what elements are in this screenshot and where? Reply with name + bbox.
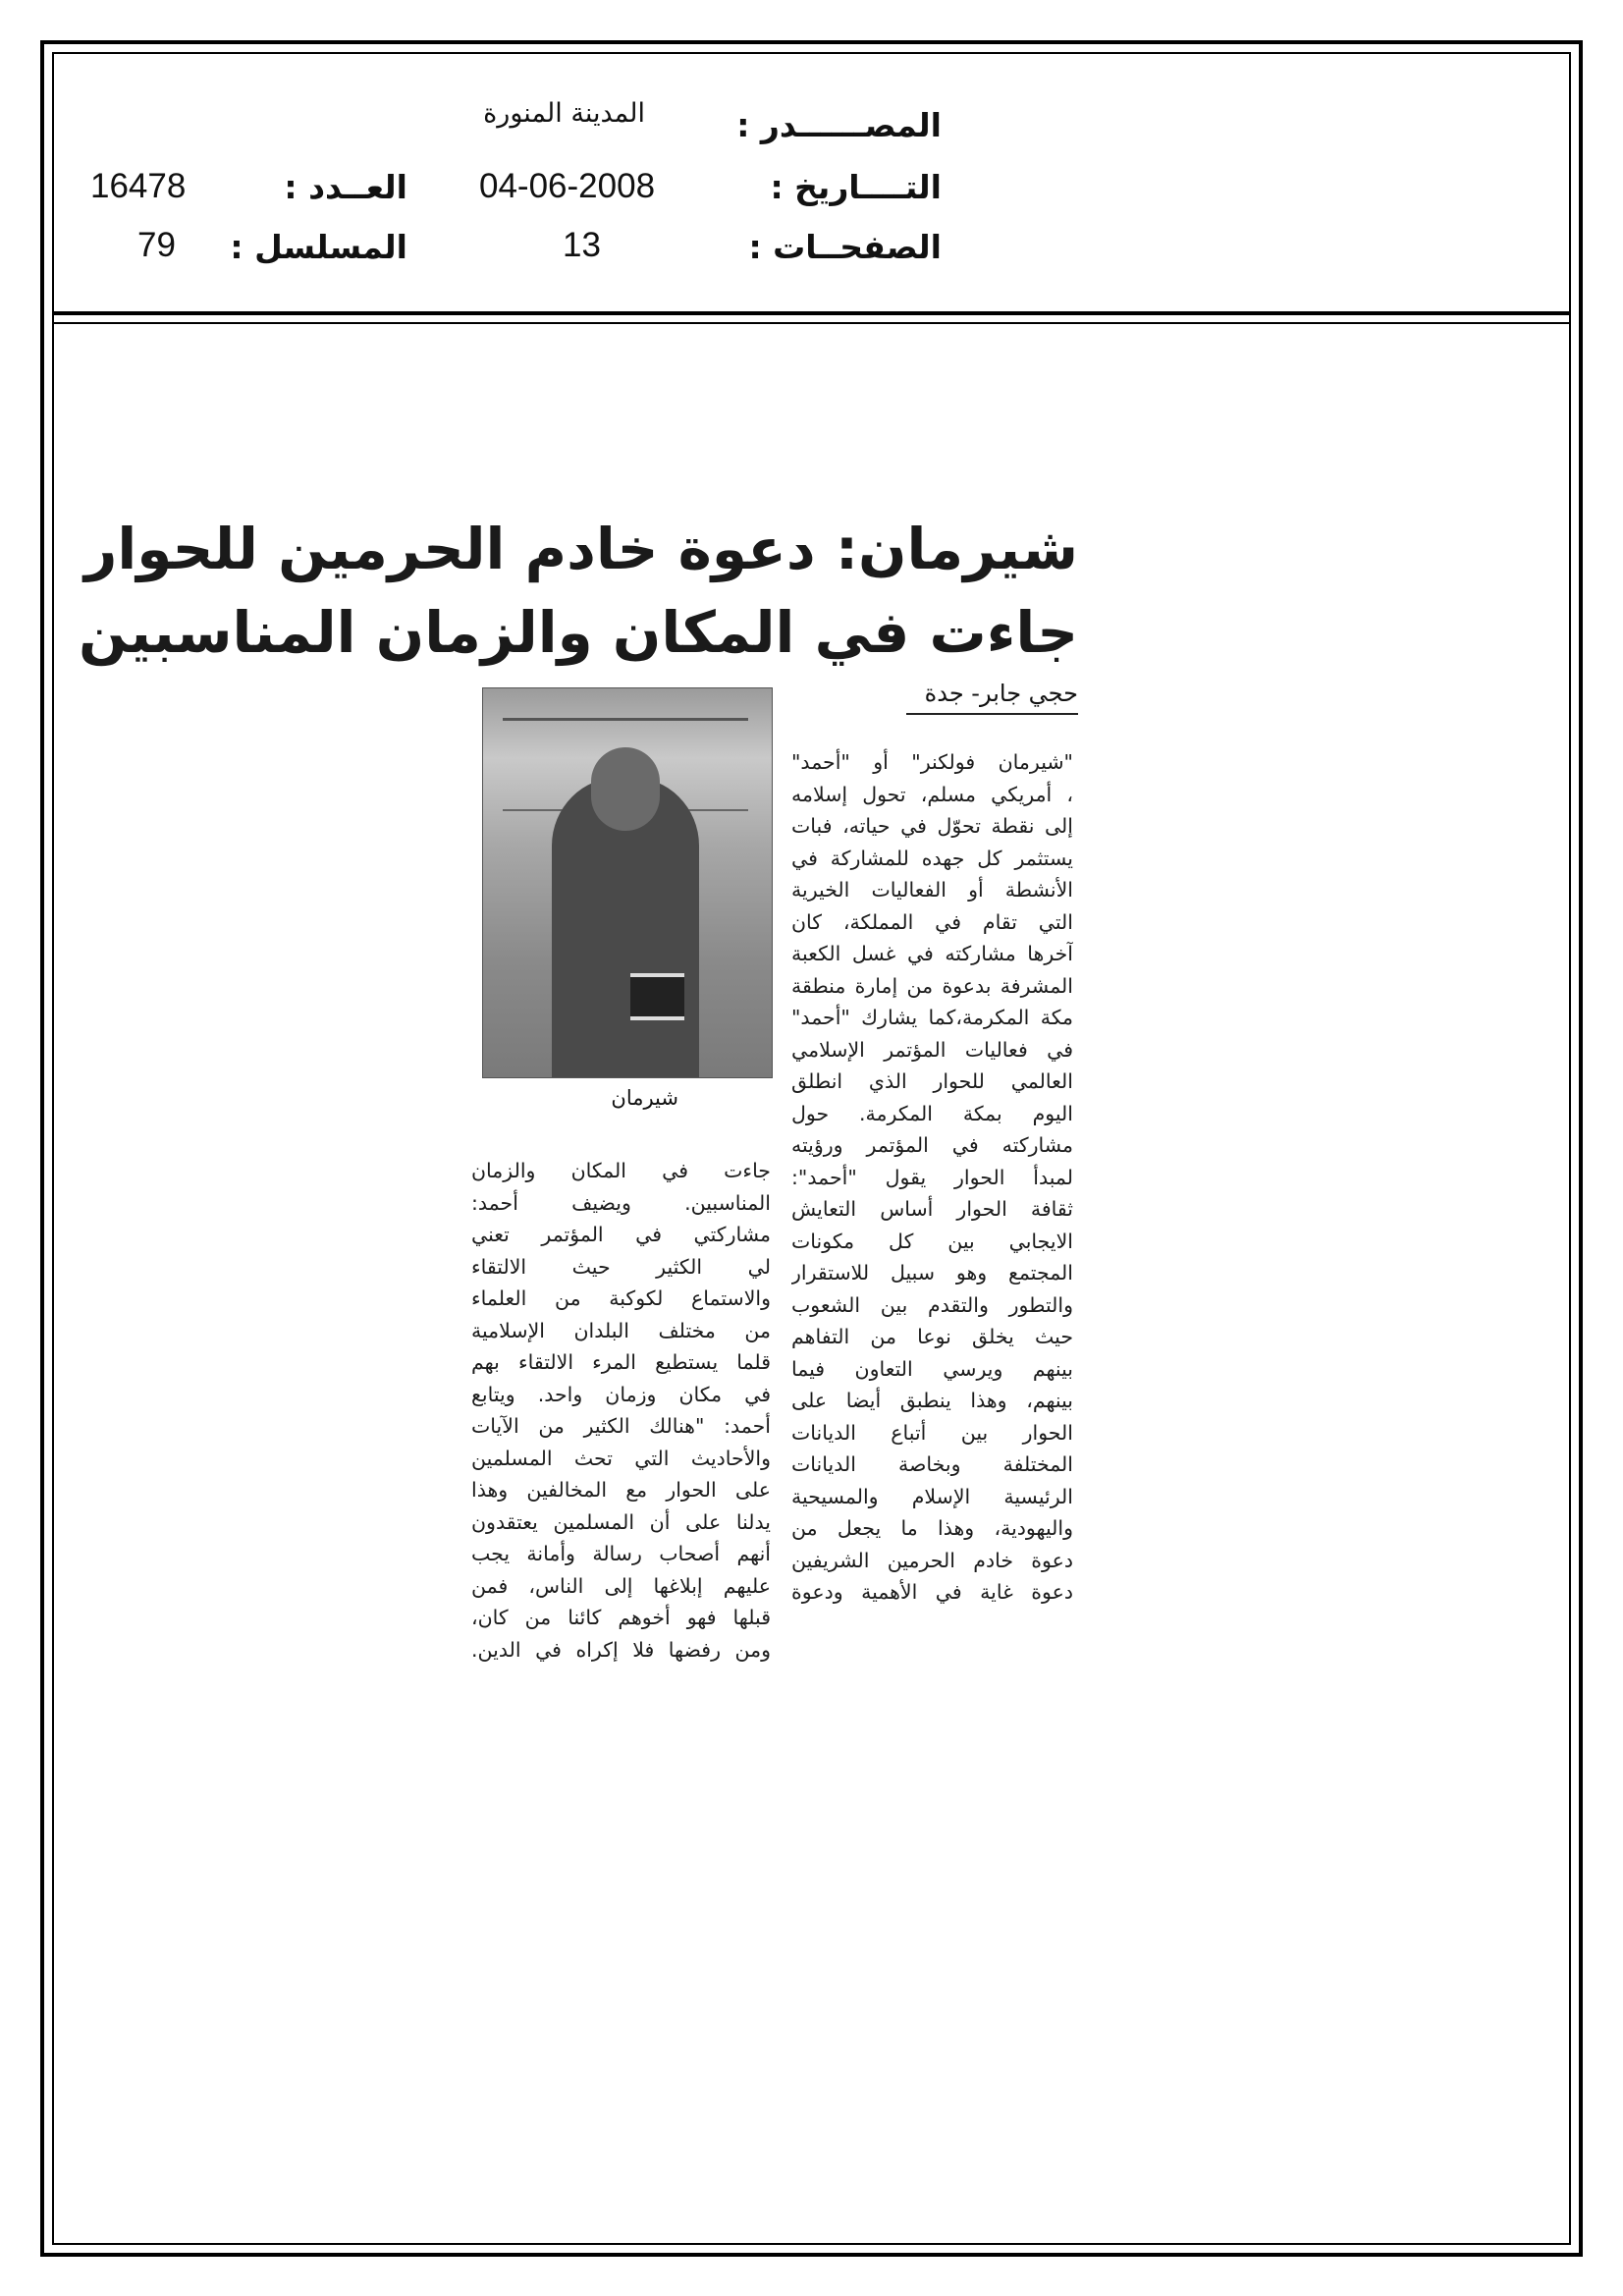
article-left-column bbox=[471, 1155, 771, 1666]
pages-value: 13 bbox=[563, 226, 601, 264]
date-value: 04-06-2008 bbox=[479, 167, 656, 205]
article-text-line: بينهم، وهذا ينطبق أيضا على bbox=[791, 1389, 1073, 1412]
photo-person-head bbox=[591, 747, 660, 831]
article-text-line: مكة المكرمة،كما يشارك "أحمد" bbox=[791, 1006, 1073, 1029]
article-text-line: المجتمع وهو سبيل للاستقرار bbox=[791, 1261, 1073, 1285]
article-text-line: المشرفة بدعوة من إمارة منطقة bbox=[791, 973, 1073, 998]
article-text-line: قلما يستطيع المرء الالتقاء بهم bbox=[471, 1350, 771, 1374]
article-text-line: بينهم ويرسي التعاون فيما bbox=[791, 1356, 1073, 1381]
article-text-line: مشاركته في المؤتمر ورؤيته bbox=[791, 1133, 1073, 1157]
article-text-line: العالمي للحوار الذي انطلق bbox=[791, 1069, 1073, 1093]
photo-held-object bbox=[630, 973, 684, 1020]
article-text-line: من مختلف البلدان الإسلامية bbox=[471, 1318, 771, 1342]
article-text-line: أنهم أصحاب رسالة وأمانة يجب bbox=[471, 1542, 771, 1565]
pages-label: الصفحــات : bbox=[748, 228, 942, 266]
header-divider bbox=[52, 311, 1571, 315]
article-headline-line2: جاءت في المكان والزمان المناسبين bbox=[78, 599, 1078, 666]
article-text-line: يستثمر كل جهده للمشاركة في bbox=[791, 846, 1073, 870]
article-text-line: على الحوار مع المخالفين وهذا bbox=[471, 1478, 771, 1502]
article-text-line: المناسبين. ويضيف أحمد: bbox=[471, 1190, 771, 1215]
article-text-line: في فعاليات المؤتمر الإسلامي bbox=[791, 1037, 1073, 1062]
article-text-line: ، أمريكي مسلم، تحول إسلامه bbox=[791, 782, 1073, 806]
article-text-line: "شيرمان فولكنر" أو "أحمد" bbox=[791, 750, 1073, 774]
article-text-line: حيث يخلق نوعا من التفاهم bbox=[791, 1325, 1073, 1348]
article-text-line: أحمد: "هنالك الكثير من الآيات bbox=[471, 1414, 771, 1438]
article-text-line: الحوار بين أتباع الديانات bbox=[791, 1420, 1073, 1445]
article-text-line: واليهودية، وهذا ما يجعل من bbox=[791, 1516, 1073, 1540]
article-photo bbox=[482, 687, 773, 1078]
article-text-line: قبلها فهو أخوهم كائنا من كان، bbox=[471, 1606, 771, 1629]
article-text-line: الايجابي بين كل مكونات bbox=[791, 1229, 1073, 1253]
article-text-line: والتطور والتقدم بين الشعوب bbox=[791, 1292, 1073, 1317]
article-text-line: الأنشطة أو الفعاليات الخيرية bbox=[791, 878, 1073, 902]
article-text-line: والأحاديث التي تحث المسلمين bbox=[471, 1446, 771, 1470]
article-right-column bbox=[791, 746, 1073, 1609]
serial-label: المسلسل : bbox=[230, 228, 407, 266]
article-text-line: إلى نقطة تحوّل في حياته، فبات bbox=[791, 814, 1073, 838]
article-text-line: دعوة خادم الحرمين الشريفين bbox=[791, 1548, 1073, 1572]
date-label: التــــاريخ : bbox=[770, 168, 942, 206]
issue-label: العــدد : bbox=[284, 168, 407, 206]
article-byline: حجي جابر- جدة bbox=[906, 680, 1078, 715]
article-text-line: عليهم إبلاغها إلى الناس، فمن bbox=[471, 1573, 771, 1598]
source-value: المدينة المنورة bbox=[483, 98, 645, 129]
serial-value: 79 bbox=[137, 226, 176, 264]
article-text-line: ومن رفضها فلا إكراه في الدين. bbox=[471, 1637, 771, 1662]
article-headline-line1: شيرمان: دعوة خادم الحرمين للحوار bbox=[84, 516, 1078, 582]
article-text-line: دعوة غاية في الأهمية ودعوة bbox=[791, 1580, 1073, 1604]
article-text-line: جاءت في المكان والزمان bbox=[471, 1159, 771, 1182]
article-text-line: آخرها مشاركته في غسل الكعبة bbox=[791, 942, 1073, 965]
article-text-line: الرئيسية الإسلام والمسيحية bbox=[791, 1484, 1073, 1508]
header-divider-inner bbox=[52, 322, 1571, 324]
article-text-line: لي الكثير حيث الالتقاء bbox=[471, 1254, 771, 1279]
article-text-line: في مكان وزمان واحد. ويتابع bbox=[471, 1382, 771, 1406]
source-label: المصــــــدر : bbox=[736, 106, 942, 144]
article-text-line: المختلفة وبخاصة الديانات bbox=[791, 1452, 1073, 1476]
article-text-line: ثقافة الحوار أساس التعايش bbox=[791, 1197, 1073, 1221]
issue-value: 16478 bbox=[90, 167, 187, 205]
article-text-line: يدلنا على أن المسلمين يعتقدون bbox=[471, 1509, 771, 1534]
article-text-line: لمبدأ الحوار يقول "أحمد": bbox=[791, 1165, 1073, 1189]
article-text-line: والاستماع لكوكبة من العلماء bbox=[471, 1286, 771, 1310]
article-text-line: اليوم بمكة المكرمة. حول bbox=[791, 1101, 1073, 1125]
photo-caption: شيرمان bbox=[611, 1086, 678, 1110]
article-text-line: التي تقام في المملكة، كان bbox=[791, 909, 1073, 934]
article-text-line: مشاركتي في المؤتمر تعني bbox=[471, 1223, 771, 1246]
